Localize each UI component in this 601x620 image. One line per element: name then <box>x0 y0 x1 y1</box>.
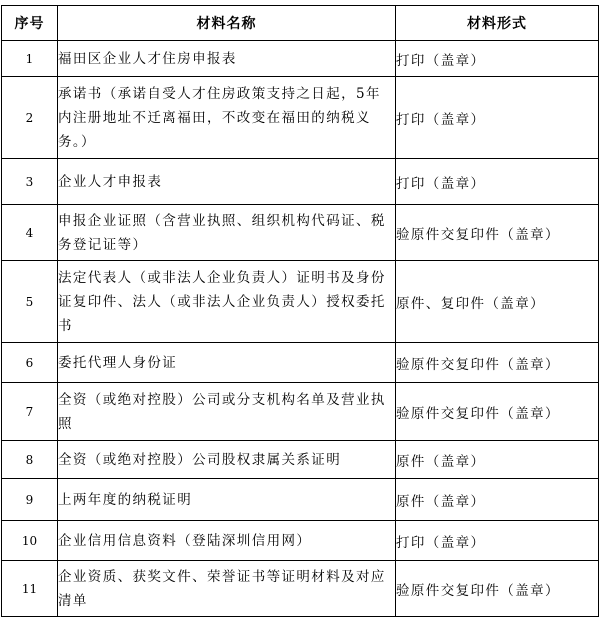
row-name: 申报企业证照（含营业执照、组织机构代码证、税务登记证等） <box>58 205 396 261</box>
row-name: 企业信用信息资料（登陆深圳信用网） <box>58 521 396 561</box>
table-body <box>2 41 599 617</box>
table-row <box>2 561 599 617</box>
row-no: 10 <box>2 521 58 561</box>
row-form: 验原件交复印件（盖章） <box>396 383 599 441</box>
row-name: 全资（或绝对控股）公司或分支机构名单及营业执照 <box>58 383 396 441</box>
table-row <box>2 441 599 479</box>
header-no: 序号 <box>2 6 58 41</box>
row-form: 原件（盖章） <box>396 479 599 521</box>
row-name: 企业人才申报表 <box>58 159 396 205</box>
row-form: 打印（盖章） <box>396 159 599 205</box>
table-row <box>2 479 599 521</box>
row-form: 验原件交复印件（盖章） <box>396 205 599 261</box>
row-name: 承诺书（承诺自受人才住房政策支持之日起，5年内注册地址不迁离福田，不改变在福田的纳税义务。） <box>58 77 396 159</box>
row-no: 9 <box>2 479 58 521</box>
row-form: 打印（盖章） <box>396 41 599 77</box>
row-no: 3 <box>2 159 58 205</box>
table-row <box>2 521 599 561</box>
row-name: 全资（或绝对控股）公司股权隶属关系证明 <box>58 441 396 479</box>
row-form: 验原件交复印件（盖章） <box>396 343 599 383</box>
row-name: 委托代理人身份证 <box>58 343 396 383</box>
header-name: 材料名称 <box>58 6 396 41</box>
row-name: 福田区企业人才住房申报表 <box>58 41 396 77</box>
table-row <box>2 205 599 261</box>
table-header <box>2 6 599 41</box>
row-form: 打印（盖章） <box>396 77 599 159</box>
row-no: 5 <box>2 261 58 343</box>
row-form: 打印（盖章） <box>396 521 599 561</box>
row-form: 验原件交复印件（盖章） <box>396 561 599 617</box>
row-no: 4 <box>2 205 58 261</box>
row-no: 6 <box>2 343 58 383</box>
row-form: 原件、复印件（盖章） <box>396 261 599 343</box>
row-no: 1 <box>2 41 58 77</box>
table-row <box>2 41 599 77</box>
table-row <box>2 343 599 383</box>
row-name: 企业资质、获奖文件、荣誉证书等证明材料及对应清单 <box>58 561 396 617</box>
row-name: 上两年度的纳税证明 <box>58 479 396 521</box>
table-row <box>2 261 599 343</box>
row-form: 原件（盖章） <box>396 441 599 479</box>
header-row <box>2 6 599 41</box>
table-row <box>2 159 599 205</box>
header-form: 材料形式 <box>396 6 599 41</box>
row-name: 法定代表人（或非法人企业负责人）证明书及身份证复印件、法人（或非法人企业负责人）授权委托书 <box>58 261 396 343</box>
row-no: 7 <box>2 383 58 441</box>
table-row <box>2 77 599 159</box>
table-row <box>2 383 599 441</box>
row-no: 11 <box>2 561 58 617</box>
materials-table <box>1 5 599 617</box>
row-no: 2 <box>2 77 58 159</box>
row-no: 8 <box>2 441 58 479</box>
